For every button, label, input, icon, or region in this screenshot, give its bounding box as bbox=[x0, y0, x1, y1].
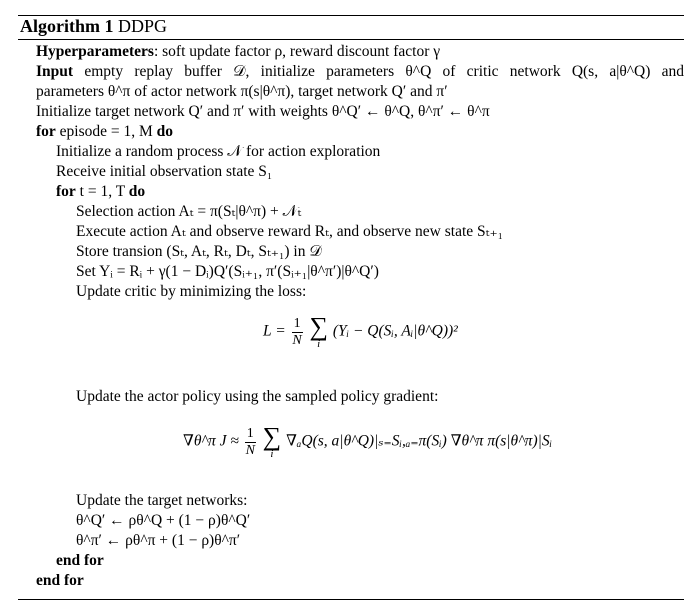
loss-rhs: (Yᵢ − Q(Sᵢ, Aᵢ|θ^Q))² bbox=[332, 322, 458, 340]
loss-frac-num: 1 bbox=[293, 315, 301, 331]
grad-frac-den: N bbox=[245, 442, 255, 458]
hyper-text: : soft update factor ρ, reward discount factor γ bbox=[153, 43, 441, 60]
input-line-2: parameters θ^π of actor network π(s|θ^π), target network Q′ and π′ bbox=[36, 83, 448, 100]
hyperparameters-line bbox=[36, 42, 440, 62]
store-line: Store transion (Sₜ, Aₜ, Rₜ, Dₜ, Sₜ₊₁) in 𝒟 bbox=[76, 243, 322, 260]
update-target-line: Update the target networks: bbox=[76, 492, 248, 509]
update-actor-line: Update the actor policy using the sampled policy gradient: bbox=[76, 388, 439, 405]
update-critic-line: Update critic by minimizing the loss: bbox=[76, 283, 307, 300]
for-t-text: t = 1, T bbox=[79, 183, 125, 200]
bottom-rule bbox=[18, 599, 684, 600]
grad-fraction bbox=[245, 426, 256, 459]
loss-lhs: L = bbox=[263, 322, 286, 340]
loss-fraction bbox=[292, 316, 303, 349]
for-t-line bbox=[56, 182, 145, 202]
selection-line: Selection action Aₜ = π(Sₜ|θ^π) + 𝒩ₜ bbox=[76, 203, 302, 220]
algorithm-name: DDPG bbox=[118, 16, 168, 36]
set-y-line: Set Yᵢ = Rᵢ + γ(1 − Dᵢ)Q′(Sᵢ₊₁, π′(Sᵢ₊₁|θ^π′)|θ^Q′) bbox=[76, 263, 379, 280]
grad-sum-sub: i bbox=[270, 448, 274, 460]
for-keyword-inner: for bbox=[56, 183, 76, 200]
end-for-inner: end for bbox=[56, 552, 104, 569]
init-target-line: Initialize target network Q′ and π′ with weights θ^Q′ ← θ^Q, θ^π′ ← θ^π bbox=[36, 103, 490, 120]
algorithm-box bbox=[18, 15, 684, 600]
end-for-outer: end for bbox=[36, 572, 84, 589]
target-q-line: θ^Q′ ← ρθ^Q + (1 − ρ)θ^Q′ bbox=[76, 512, 251, 529]
do-keyword: do bbox=[156, 123, 174, 140]
execute-line: Execute action Aₜ and observe reward Rₜ, and observe new state Sₜ₊₁ bbox=[76, 223, 504, 240]
loss-sum-sub: i bbox=[317, 338, 321, 350]
input-line-1 bbox=[36, 62, 684, 82]
loss-sum-symbol: ∑ i bbox=[309, 312, 328, 350]
for-keyword: for bbox=[36, 123, 56, 140]
do-keyword-inner: do bbox=[128, 183, 146, 200]
input-keyword: Input bbox=[36, 63, 74, 80]
loss-frac-den: N bbox=[292, 332, 302, 348]
hyper-keyword: Hyperparameters bbox=[36, 43, 154, 60]
for-episode-line bbox=[36, 122, 173, 142]
algorithm-label: Algorithm 1 bbox=[20, 16, 114, 36]
target-pi-line: θ^π′ ← ρθ^π + (1 − ρ)θ^π′ bbox=[76, 532, 241, 549]
loss-equation bbox=[263, 312, 458, 350]
gradient-equation bbox=[183, 422, 553, 460]
input-text-1: empty replay buffer 𝒟, initialize parameters θ^Q of critic network Q(s, a|θ^Q) and bbox=[84, 63, 685, 80]
init-random-line: Initialize a random process 𝒩 for action exploration bbox=[56, 143, 381, 160]
grad-lhs: ∇θ^π J ≈ bbox=[183, 432, 239, 450]
receive-obs-line: Receive initial observation state S₁ bbox=[56, 163, 273, 180]
for-episode-text: episode = 1, M bbox=[59, 123, 153, 140]
grad-sum-symbol: ∑ i bbox=[262, 422, 282, 460]
mid-rule bbox=[18, 39, 684, 40]
grad-rhs: ∇ₐQ(s, a|θ^Q)|ₛ₌Sᵢ,ₐ₌π(Sᵢ) ∇θ^π π(s|θ^π)|Sᵢ bbox=[286, 432, 553, 450]
algorithm-title bbox=[20, 16, 167, 37]
grad-frac-num: 1 bbox=[246, 425, 254, 441]
